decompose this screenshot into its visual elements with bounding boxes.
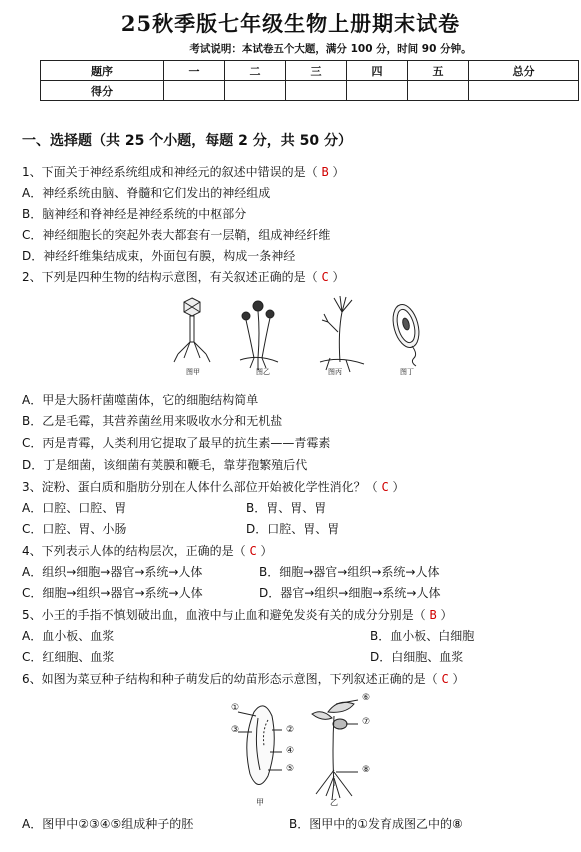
question-stem-text: 2、下列是四种生物的结构示意图，有关叙述正确的是（ xyxy=(22,270,318,284)
option-c: C．红细胞、血浆 xyxy=(22,650,115,664)
part-label: ⑥ xyxy=(362,693,371,703)
question-stem-text: 1、下面关于神经系统组成和神经元的叙述中错误的是（ xyxy=(22,165,318,179)
question-stem-text: 4、下列表示人体的结构层次，正确的是（ xyxy=(22,544,246,558)
question-stem-text: 5、小王的手指不慎划破出血，血液中与止血和避免发炎有关的成分分别是（ xyxy=(22,608,426,622)
part-label: ⑤ xyxy=(286,764,295,774)
score-header-cell: 二 xyxy=(225,61,286,81)
part-label: ⑦ xyxy=(362,717,371,727)
figure-caption: 图乙 xyxy=(256,368,270,376)
score-table xyxy=(40,60,579,101)
exam-instructions: 考试说明：本试卷五个大题，满分 100 分，时间 90 分钟。 xyxy=(189,43,472,55)
score-header-cell: 五 xyxy=(408,61,469,81)
score-table-score-row xyxy=(41,81,579,101)
option-d: D．器官→组织→细胞→系统→人体 xyxy=(259,586,441,600)
answer-mark: B xyxy=(321,165,329,179)
option-d: D．神经纤维集结成束，外面包有膜，构成一条神经 xyxy=(22,249,296,263)
option-b: B．脑神经和脊神经是神经系统的中枢部分 xyxy=(22,207,247,221)
part-label: ① xyxy=(231,703,240,713)
option-d: D．白细胞、血浆 xyxy=(370,650,464,664)
option-c: C．口腔、胃、小肠 xyxy=(22,522,127,536)
option-d: D．丁是细菌，该细菌有荚膜和鞭毛，靠芽孢繁殖后代 xyxy=(22,458,308,472)
figure-caption: 乙 xyxy=(330,798,338,807)
option-a: A．图甲中②③④⑤组成种子的胚 xyxy=(22,817,194,831)
penicillium-drawing xyxy=(320,296,364,372)
option-c: C．神经细胞长的突起外表大都套有一层鞘，组成神经纤维 xyxy=(22,228,331,242)
question-stem-text: 6、如图为菜豆种子结构和种子萌发后的幼苗形态示意图，下列叙述正确的是（ xyxy=(22,672,438,686)
score-header-cell: 总分 xyxy=(469,61,579,81)
score-input-cell[interactable] xyxy=(347,81,408,101)
answer-mark: B xyxy=(429,608,437,622)
bacterium-drawing xyxy=(389,302,424,366)
question-3-stem xyxy=(22,478,405,495)
score-row-label: 得分 xyxy=(41,81,164,101)
option-b: B．图甲中的①发育成图乙中的⑧ xyxy=(289,817,463,831)
option-b: B．血小板、白细胞 xyxy=(370,629,475,643)
question-close-paren: ） xyxy=(260,544,273,558)
part-label: ④ xyxy=(286,746,295,756)
seedling-diagram xyxy=(312,700,358,800)
question-close-paren: ） xyxy=(332,165,345,179)
answer-mark: C xyxy=(321,270,329,284)
option-d: D．口腔、胃、胃 xyxy=(246,522,340,536)
question-close-paren: ） xyxy=(392,480,405,494)
question-2-stem xyxy=(22,268,345,285)
question-close-paren: ） xyxy=(452,672,465,686)
answer-mark: C xyxy=(381,480,389,494)
question-close-paren: ） xyxy=(440,608,453,622)
question-stem-text: 3、淀粉、蛋白质和脂肪分别在人体什么部位开始被化学性消化？（ xyxy=(22,480,378,494)
question-4-stem xyxy=(22,542,273,559)
score-table-header-row xyxy=(41,61,579,81)
score-header-cell: 题序 xyxy=(41,61,164,81)
figure-caption: 甲 xyxy=(256,798,264,807)
score-header-cell: 三 xyxy=(286,61,347,81)
option-a: A．血小板、血浆 xyxy=(22,629,115,643)
score-header-cell: 四 xyxy=(347,61,408,81)
seed-diagram xyxy=(238,706,282,785)
question-6-stem xyxy=(22,670,465,687)
part-label: ② xyxy=(286,725,295,735)
figure-caption: 图甲 xyxy=(186,368,200,376)
mucor-drawing xyxy=(240,301,278,370)
section-heading: 一、选择题（共 25 个小题，每题 2 分，共 50 分） xyxy=(22,133,352,149)
figure-caption: 图丁 xyxy=(400,368,414,376)
answer-mark: C xyxy=(249,544,257,558)
option-a: A．组织→细胞→器官→系统→人体 xyxy=(22,565,203,579)
option-b: B．细胞→器官→组织→系统→人体 xyxy=(259,565,440,579)
option-c: C．细胞→组织→器官→系统→人体 xyxy=(22,586,203,600)
option-b: B．胃、胃、胃 xyxy=(246,501,327,515)
part-label: ③ xyxy=(231,725,240,735)
part-label: ⑧ xyxy=(362,765,371,775)
bacteriophage-drawing xyxy=(174,298,210,362)
option-a: A．神经系统由脑、脊髓和它们发出的神经组成 xyxy=(22,186,271,200)
score-input-cell[interactable] xyxy=(408,81,469,101)
question-5-stem xyxy=(22,606,453,623)
question-close-paren: ） xyxy=(332,270,345,284)
figure-caption: 图丙 xyxy=(328,368,342,376)
bean-seed-figure xyxy=(228,690,388,808)
score-input-cell[interactable] xyxy=(469,81,579,101)
option-a: A．甲是大肠杆菌噬菌体，它的细胞结构简单 xyxy=(22,393,259,407)
question-1-stem xyxy=(22,163,345,180)
score-input-cell[interactable] xyxy=(225,81,286,101)
option-c: C．丙是青霉，人类利用它提取了最早的抗生素——青霉素 xyxy=(22,436,331,450)
option-b: B．乙是毛霉，其营养菌丝用来吸收水分和无机盐 xyxy=(22,414,283,428)
option-a: A．口腔、口腔、胃 xyxy=(22,501,127,515)
score-header-cell: 一 xyxy=(164,61,225,81)
score-input-cell[interactable] xyxy=(286,81,347,101)
page-title: 25秋季版七年级生物上册期末试卷 xyxy=(120,11,461,36)
answer-mark: C xyxy=(441,672,449,686)
score-input-cell[interactable] xyxy=(164,81,225,101)
